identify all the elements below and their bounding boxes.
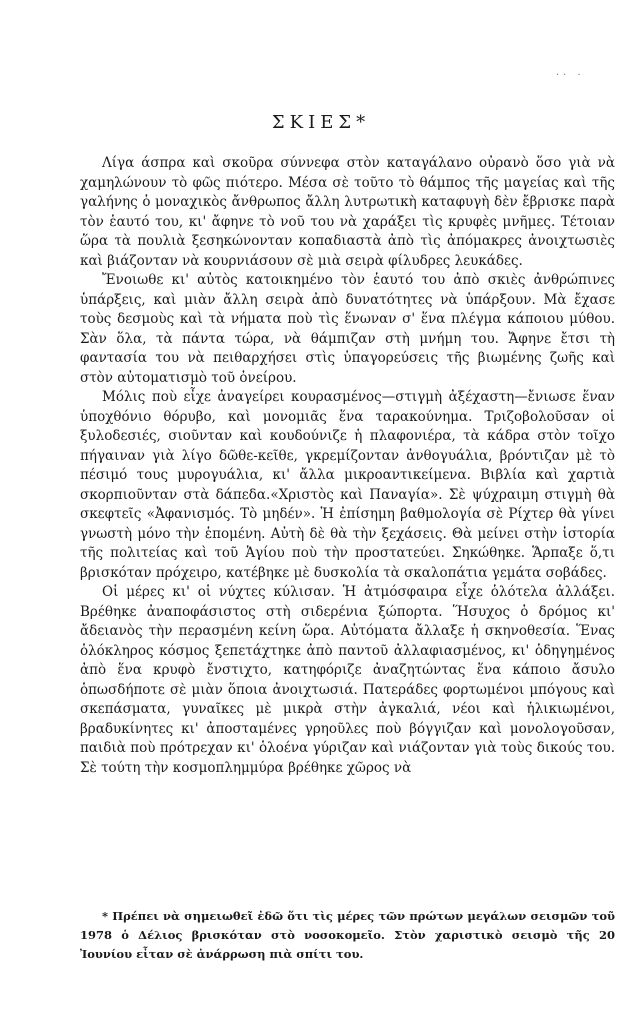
paragraph-2: Ἔνοιωθε κι' αὐτὸς κατοικημένο τὸν ἑαυτό του ἀπὸ σκιὲς ἀνθρώπινες ὑπάρξεις, καὶ μιὰν ἄλλη σειρὰ ἀπὸ δυνατότητες νὰ ὑπάρξουν. Μὰ ἔχασε τοὺς δεσμοὺς καὶ τὰ νήματα ποὺ τὶς ἕνωναν σ' ἕνα πλέγμα κάποιου μύθου. Σὰν ὅλα, τὰ πάντα τώρα, νὰ θάμπιζαν στὴ μνήμη του. Ἄφηνε ἔτσι τὴ φαντασία του νὰ πειθαρχήσει στὶς ὑπαγορεύσεις τῆς βιωμένης ζωῆς καὶ στὸν αὐτοματισμὸ τοῦ ὀνείρου. [80,272,615,386]
paragraph-1: Λίγα άσπρα καὶ σκοῦρα σύννεφα στὸν καταγάλανο οὐρανὸ ὅσο γιὰ νὰ χαμηλώνουν τὸ φῶς πιότερο. Μέσα σὲ τοῦτο τὸ θάμπος τῆς μαγείας καὶ τῆς γαλήνης ὁ μοναχικὸς ἄνθρωπος ἄλλη λυτρωτικὴ καταφυγὴ δὲν ἔβρισκε παρὰ τὸν ἑαυτό του, κι' ἄφηνε τὸ νοῦ του νὰ χαράξει τὶς κρυφὲς μνῆμες. Τέτοιαν ὥρα τὰ πουλιὰ ξεσηκώνονταν κοπαδιαστὰ ἀπὸ τὶς ἀπόμακρες ἀνοιχτωσιὲς καὶ βιάζονταν νὰ κουρνιάσουν σὲ μιὰ σειρὰ φίλυδρες λευκάδες. [80,155,615,269]
body-text [80,154,615,778]
corner-specks: ·· · [556,70,585,81]
paragraph-3: Μόλις ποὺ εἶχε ἀναγείρει κουρασμένος—στιγμὴ ἀξέχαστη—ἔνιωσε ἕναν ὑποχθόνιο θόρυβο, καὶ μονομιᾶς ἕνα ταρακούνημα. Τριζοβολοῦσαν οἱ ξυλοδεσιές, σιοῦνταν καὶ κουδούνιζε ἡ πλαφονιέρα, τὰ κάδρα στὸν τοῖχο πήγαιναν γιὰ λίγο δῶθε-κεῖθε, γκρεμίζονταν ἀνθογυάλια, βρόντιζαν μὲ τὸ πέσιμό τους μυρογυάλια, κι' ἄλλα μικροαντικείμενα. Βιβλία καὶ χαρτιὰ σκορπιοῦνταν στὰ δάπεδα.«Χριστὸς καὶ Παναγία». Σὲ ψύχραιμη στιγμὴ θὰ σκεφτεῖς «Ἀφανισμός. Τὸ μηδέν». Ἡ ἐπίσημη βαθμολογία σὲ Ρίχτερ θὰ γίνει γνωστὴ μόνο τὴν ἑπομένη. Αὐτὴ δὲ θὰ τὴν ξεχάσεις. Θὰ μείνει στὴν ἱστορία τῆς πολιτείας καὶ τοῦ Ἁγίου ποὺ τὴν προστατεύει. Σηκώθηκε. Ἅρπαξε ὅ,τι βρισκόταν πρόχειρο, κατέβηκε μὲ δυσκολία τὰ σκαλοπάτια γεμάτα σοβάδες. [80,389,615,581]
page-title: ΣΚΙΕΣ* [271,112,371,133]
footnote: * Πρέπει νὰ σημειωθεῖ ἐδῶ ὅτι τὶς μέρες τῶν πρώτων μεγάλων σεισμῶν τοῦ 1978 ὁ Δέλιος βρισκόταν στὸ νοσοκομεῖο. Στὸν χαριστικὸ σεισμὸ τῆς 20 Ἰουνίου εἶταν σὲ ἀνάρρωση πιὰ σπίτι του. [80,909,615,961]
paragraph-4: Οἱ μέρες κι' οἱ νύχτες κύλισαν. Ἡ ἀτμόσφαιρα εἶχε ὁλότελα ἀλλάξει. Βρέθηκε ἀναποφάσιστος στὴ σιδερένια ξώπορτα. Ἥσυχος ὁ δρόμος κι' ἄδειανὸς τὴν περασμένη κείνη ὥρα. Αὐτόματα ἄλλαξε ἡ σκηνοθεσία. Ἕνας ὁλόκληρος κόσμος ξεπετάχτηκε ἀπὸ παντοῦ ἀλλαφιασμένος, κι' ὁδηγημένος ἀπὸ ἕνα κρυφὸ ἔνστιχτο, κατηφόριζε ἀναζητώντας ἕνα κάποιο ἄσυλο ὁπωσδήποτε σὲ μιὰν ὅποια ἀνοιχτωσιά. Πατεράδες φορτωμένοι μπόγους καὶ σκεπάσματα, γυναῖκες μὲ μικρὰ στὴν ἀγκαλιά, νέοι καὶ ἡλικιωμένοι, βραδυκίνητες κι' ἀποσταμένες γρηοῦλες ποὺ βόγγιζαν καὶ μονολογοῦσαν, παιδιὰ ποὺ πρότρεχαν κι' ὁλοένα γύριζαν καὶ νιάζονταν γιὰ τοὺς δικούς του. Σὲ τούτη τὴν κοσμοπλημμύρα βρέθηκε χῶρος νὰ [80,584,615,776]
